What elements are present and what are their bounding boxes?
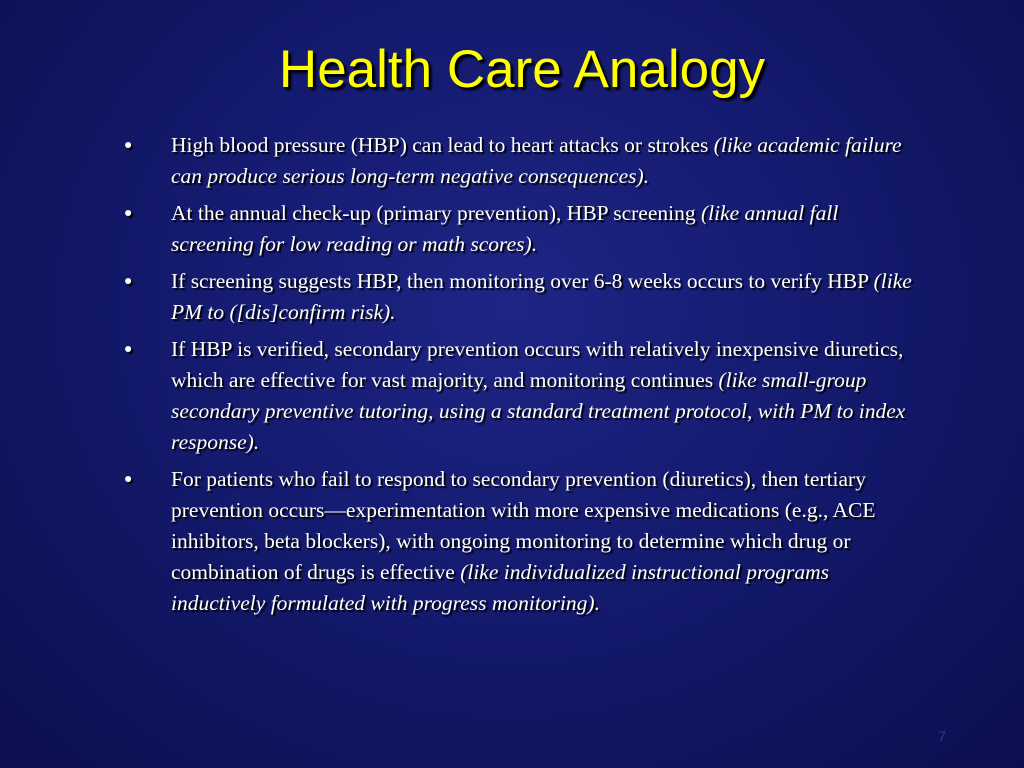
slide-title: Health Care Analogy xyxy=(278,40,766,99)
bullet-item-3 xyxy=(124,266,924,328)
bullet-dot-icon: ● xyxy=(124,274,133,289)
bullet-text: At the annual check-up (primary prevention), HBP screening xyxy=(171,201,701,225)
bullet-dot-icon: ● xyxy=(124,138,133,153)
bullet-text: If screening suggests HBP, then monitoring over 6-8 weeks occurs to verify HBP xyxy=(171,269,874,293)
bullet-italic-text: (like individualized instructional programs inductively formulated with progress monitoring). xyxy=(171,560,830,615)
bullet-dot-icon: ● xyxy=(124,342,133,357)
page-number: 7 xyxy=(938,728,946,744)
bullet-italic-text: (like PM to ([dis]confirm risk). xyxy=(171,269,912,324)
bullet-italic-text: (like small-group secondary preventive tutoring, using a standard treatment protocol, with PM to index response). xyxy=(171,368,906,454)
bullet-item-2 xyxy=(124,198,924,260)
bullet-item-4 xyxy=(124,334,924,458)
bullet-list xyxy=(124,130,924,625)
bullet-italic-text: (like academic failure can produce serious long-term negative consequences). xyxy=(171,133,902,188)
bullet-dot-icon: ● xyxy=(124,206,133,221)
bullet-text: High blood pressure (HBP) can lead to heart attacks or strokes xyxy=(171,133,714,157)
bullet-text: For patients who fail to respond to secondary prevention (diuretics), then tertiary prevention occurs—experimentation with more expensive medications (e.g., ACE inhibitors, beta blockers), with ongoing monitoring to determine which drug or combination of drugs is effective xyxy=(171,467,876,584)
bullet-item-1 xyxy=(124,130,924,192)
bullet-item-5 xyxy=(124,464,924,619)
bullet-italic-text: (like annual fall screening for low reading or math scores). xyxy=(171,201,839,256)
bullet-text: If HBP is verified, secondary prevention occurs with relatively inexpensive diuretics, which are effective for vast majority, and monitoring continues xyxy=(171,337,904,392)
bullet-dot-icon: ● xyxy=(124,472,133,487)
